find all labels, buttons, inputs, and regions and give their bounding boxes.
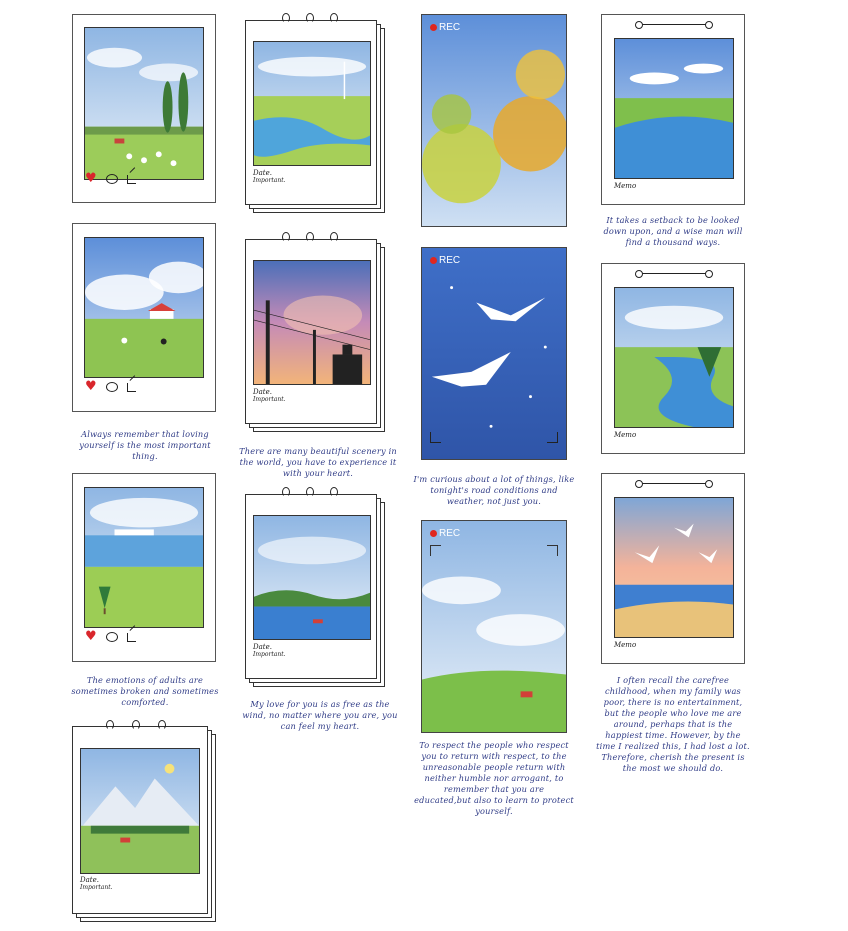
binder-ring-icon: [306, 13, 314, 23]
memo-card-1: [601, 14, 745, 205]
rec-label: REC: [439, 255, 461, 266]
memo-label: Memo: [614, 182, 637, 190]
snow-mountain-photo: [80, 748, 200, 874]
notebook-card-3: [245, 494, 385, 687]
memo-label: Memo: [614, 431, 637, 439]
reaction-bar: [85, 173, 136, 185]
binder-ring-icon: [330, 487, 338, 497]
caption-emotions-of-adults: The emotions of adults are sometimes broken and sometimes comforted.: [71, 675, 219, 707]
binder-ring-icon: [306, 232, 314, 242]
share-icon[interactable]: [127, 633, 136, 642]
date-label: Date.: [80, 876, 99, 884]
rec-indicator: [430, 528, 460, 539]
caption-beautiful-scenery: There are many beautiful scenery in the world, you have to experience it with your heart.: [239, 446, 397, 478]
rec-label: REC: [439, 22, 461, 33]
rec-indicator: [430, 22, 460, 33]
record-dot-icon: [430, 257, 437, 264]
beach-gulls-photo: [614, 497, 734, 638]
memo-card-2: [601, 263, 745, 454]
record-dot-icon: [430, 530, 437, 537]
caption-loving-yourself: Always remember that loving yourself is the most important thing.: [79, 429, 211, 461]
heart-icon[interactable]: ♥: [85, 379, 97, 394]
photo-card-3: [72, 473, 216, 662]
binder-ring-icon: [306, 487, 314, 497]
lake-swans-photo: [614, 38, 734, 179]
farmhouse-photo: [84, 237, 204, 378]
notebook-card-2: [245, 239, 385, 432]
rec-indicator: [430, 255, 460, 266]
binder-ring-icon: [282, 487, 290, 497]
reaction-bar: [85, 631, 136, 643]
comment-icon[interactable]: [106, 174, 118, 184]
rec-label: REC: [439, 528, 461, 539]
rec-frame-2: [421, 247, 567, 460]
date-label: Date.: [253, 388, 272, 396]
important-label: Important.: [253, 177, 286, 184]
comment-icon[interactable]: [106, 382, 118, 392]
notebook-card-1: [245, 20, 385, 213]
binder-ring-icon: [330, 13, 338, 23]
important-label: Important.: [80, 884, 113, 891]
notebook-card-4: [72, 726, 216, 922]
rec-frame-1: [421, 14, 567, 227]
heart-icon[interactable]: ♥: [85, 171, 97, 186]
river-pine-photo: [614, 287, 734, 428]
date-label: Date.: [253, 643, 272, 651]
photo-card-2: [72, 223, 216, 412]
caption-setback: It takes a setback to be looked down upon, and a wise man will find a thousand ways.: [603, 215, 743, 247]
share-icon[interactable]: [127, 175, 136, 184]
caption-love-free-as-wind: My love for you is as free as the wind, no matter where you are, you can feel my heart.: [242, 699, 398, 731]
record-dot-icon: [430, 24, 437, 31]
caption-curious: I'm curious about a lot of things, like tonight's road conditions and weather, not just you.: [413, 474, 575, 506]
binder-ring-icon: [106, 720, 114, 730]
binder-ring-icon: [282, 13, 290, 23]
share-icon[interactable]: [127, 383, 136, 392]
memo-card-3: [601, 473, 745, 664]
rec-frame-3: [421, 520, 567, 733]
meadow-trees-photo: [84, 27, 204, 180]
binder-ring-icon: [330, 232, 338, 242]
sea-boat-photo: [253, 515, 371, 640]
memo-label: Memo: [614, 641, 637, 649]
comment-icon[interactable]: [106, 632, 118, 642]
date-label: Date.: [253, 169, 272, 177]
heart-icon[interactable]: ♥: [85, 629, 97, 644]
binder-ring-icon: [282, 232, 290, 242]
reaction-bar: [85, 381, 136, 393]
lake-meadow-photo: [84, 487, 204, 628]
photo-card-1: [72, 14, 216, 203]
river-windmill-photo: [253, 41, 371, 166]
binder-ring-icon: [158, 720, 166, 730]
binder-ring-icon: [132, 720, 140, 730]
important-label: Important.: [253, 651, 286, 658]
power-lines-dusk-photo: [253, 260, 371, 385]
important-label: Important.: [253, 396, 286, 403]
caption-childhood: I often recall the carefree childhood, when my family was poor, there is no entertainment, but the people who love me are around, perhaps that is the happiest time. However, by the time I realized this, I had lost a lot. Therefore, cherish the present is the most we should do.: [596, 675, 750, 773]
caption-respect: To respect the people who respect you to return with respect, to the unreasonable people return with neither humble nor arrogant, to remember that you are educated,but also to learn to protect yourself.: [414, 740, 574, 816]
